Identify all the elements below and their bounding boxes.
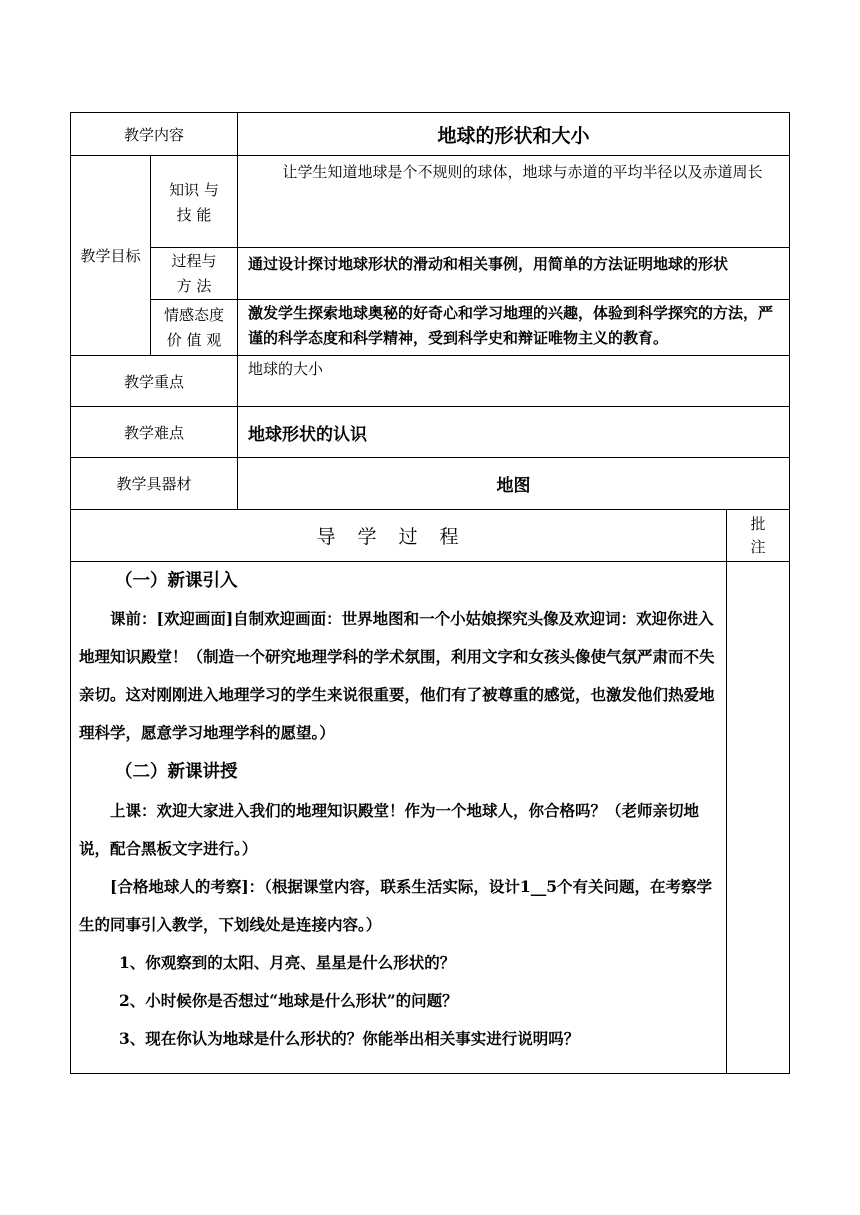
row-equipment xyxy=(71,458,790,510)
equipment-label: 教学具器材 xyxy=(71,458,238,510)
paragraph-qualified-earthling: [合格地球人的考察]：（根据课堂内容，联系生活实际，设计1__5个有关问题，在考察学生的同事引入教学，下划线处是连接内容。） xyxy=(79,877,712,934)
question-item-2: 2、小时候你是否想过“地球是什么形状”的问题？ xyxy=(119,991,458,1010)
attitude-label-line2: 价 值 观 xyxy=(166,330,222,349)
lesson-plan-table xyxy=(70,112,790,1074)
row-teaching-content xyxy=(71,113,790,156)
process-label-line2: 方 法 xyxy=(176,276,212,295)
annotation-header-line1: 批 xyxy=(750,515,766,533)
row-knowledge xyxy=(71,156,790,248)
knowledge-label-line2: 技 能 xyxy=(176,206,212,224)
annotation-header-line2: 注 xyxy=(750,538,766,556)
row-process xyxy=(71,248,790,300)
lesson-title: 地球的形状和大小 xyxy=(238,113,790,156)
process-label-line1: 过程与 xyxy=(171,251,217,270)
process-text: 通过设计探讨地球形状的滑动和相关事例，用简单的方法证明地球的形状 xyxy=(238,248,790,300)
attitude-label xyxy=(151,300,238,356)
section-lecture-heading: （二）新课讲授 xyxy=(115,762,238,782)
paragraph-lecture: 上课：欢迎大家进入我们的地理知识殿堂！作为一个地球人，你合格吗？（老师亲切地说，配合黑板文字进行。） xyxy=(79,801,700,858)
annotation-column xyxy=(727,562,790,1074)
row-difficulty xyxy=(71,407,790,458)
question-item-3: 3、现在你认为地球是什么形状的？你能举出相关事实进行说明吗？ xyxy=(119,1029,580,1048)
key-point-label: 教学重点 xyxy=(71,356,238,407)
key-point-value: 地球的大小 xyxy=(238,356,790,407)
difficulty-label: 教学难点 xyxy=(71,407,238,458)
knowledge-label-line1: 知识 与 xyxy=(169,181,219,199)
teaching-content-label: 教学内容 xyxy=(71,113,238,156)
process-body xyxy=(71,562,727,1074)
process-label xyxy=(151,248,238,300)
row-key-point xyxy=(71,356,790,407)
knowledge-text: 让学生知道地球是个不规则的球体，地球与赤道的平均半径以及赤道周长 xyxy=(238,156,790,248)
question-item-1: 1、你观察到的太阳、月亮、星星是什么形状的？ xyxy=(119,953,456,972)
row-attitude xyxy=(71,300,790,356)
objectives-label: 教学目标 xyxy=(71,156,151,356)
section-intro-heading: （一）新课引入 xyxy=(115,571,238,591)
paragraph-intro: 课前：[欢迎画面]自制欢迎画面：世界地图和一个小姑娘探究头像及欢迎词：欢迎你进入地理知识殿堂！（制造一个研究地理学科的学术氛围，利用文字和女孩头像使气氛严肃而不失亲切。这对刚刚进入地理学习的学生来说很重要，他们有了被尊重的感觉，也激发他们热爱地理科学，愿意学习地理学科的愿望。） xyxy=(79,609,715,742)
annotation-header xyxy=(727,510,790,562)
knowledge-label xyxy=(151,156,238,248)
equipment-value: 地图 xyxy=(238,458,790,510)
row-process-header xyxy=(71,510,790,562)
attitude-label-line1: 情感态度 xyxy=(163,305,224,324)
attitude-text: 激发学生探索地球奥秘的好奇心和学习地理的兴趣，体验到科学探究的方法，严谨的科学态度和科学精神，受到科学史和辩证唯物主义的教育。 xyxy=(238,300,790,356)
guided-process-title: 导学过程 xyxy=(71,510,727,562)
difficulty-value: 地球形状的认识 xyxy=(238,407,790,458)
row-process-body xyxy=(71,562,790,1074)
